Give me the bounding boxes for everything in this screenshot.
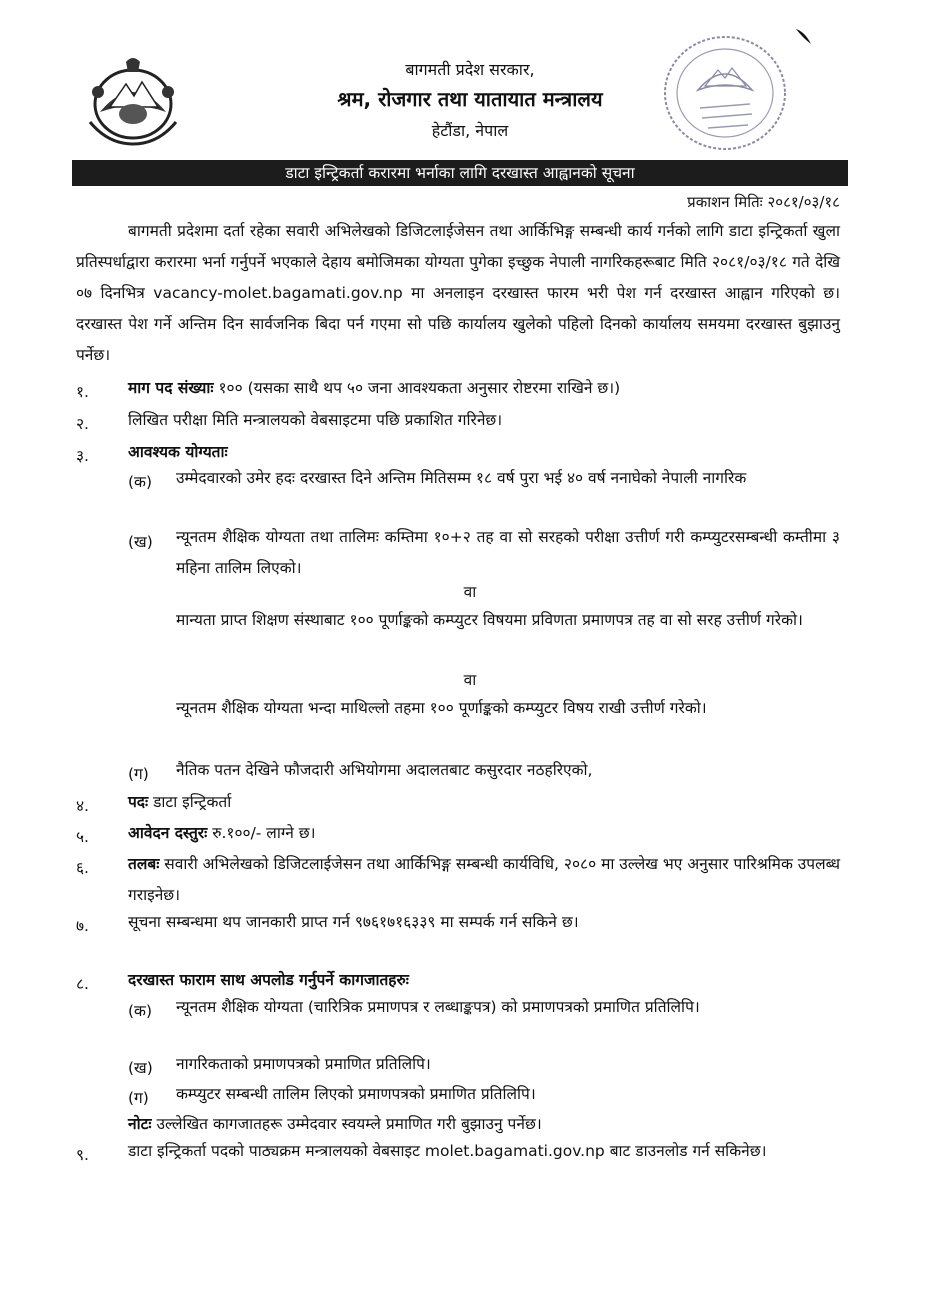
qualification-education-alt2: न्यूनतम शैक्षिक योग्यता भन्दा माथिल्लो तहमा १०० पूर्णाङ्कको कम्प्युटर विषय राखी उत्तीर्ण गरेको। xyxy=(176,699,707,717)
item-position xyxy=(128,787,840,818)
item-number: ९. xyxy=(76,1146,89,1164)
publication-date: प्रकाशन मितिः २०८१/०३/१८ xyxy=(687,193,840,211)
header-ministry: श्रम, रोजगार तथा यातायात मन्त्रालय xyxy=(337,87,603,111)
note-label: नोटः xyxy=(128,1115,152,1133)
item-documents-label: दरखास्त फाराम साथ अपलोड गर्नुपर्ने कागजातहरुः xyxy=(128,971,409,989)
sub-label: (क) xyxy=(128,473,152,491)
document-training-certificate: कम्प्युटर सम्बन्धी तालिम लिएको प्रमाणपत्रको प्रमाणित प्रतिलिपि। xyxy=(176,1085,536,1103)
item-number: ८. xyxy=(76,975,89,993)
sub-label: (ग) xyxy=(128,1089,149,1107)
item-label: पदः xyxy=(128,793,149,811)
item-label: तलबः xyxy=(128,855,160,873)
item-syllabus: डाटा इन्ट्रिकर्ता पदको पाठ्यक्रम मन्त्रालयको वेबसाइट molet.bagamati.gov.np बाट डाउनलोड गर्न सकिनेछ। xyxy=(128,1142,767,1160)
note-text: उल्लेखित कागजातहरू उम्मेदवार स्वयम्ले प्रमाणित गरी बुझाउनु पर्नेछ। xyxy=(151,1115,542,1133)
sub-label: (क) xyxy=(128,1002,152,1020)
or-separator: वा xyxy=(463,671,477,689)
item-number: ६. xyxy=(76,859,89,877)
sub-label: (ग) xyxy=(128,765,149,783)
item-number: ७. xyxy=(76,917,89,935)
sub-label: (ख) xyxy=(128,533,153,551)
qualification-education: न्यूनतम शैक्षिक योग्यता तथा तालिमः कम्तिमा १०+२ तह वा सो सरहको परीक्षा उत्तीर्ण गरी कम्प्युटरसम्बन्धी कम्तीमा ३ महिना तालिम लिएको। xyxy=(176,528,840,577)
item-number: १. xyxy=(76,383,89,401)
item-text: सवारी अभिलेखको डिजिटलाईजेसन तथा आर्किभिङ्ग सम्बन्धी कार्यविधि, २०८० मा उल्लेख भए अनुसार पारिश्रमिक उपलब्ध गराइनेछ। xyxy=(128,855,840,904)
office-stamp-icon xyxy=(650,28,800,158)
item-number: ५. xyxy=(76,828,89,846)
or-separator: वा xyxy=(463,583,477,601)
sub-label: (ख) xyxy=(128,1059,153,1077)
qualification-education-alt1: मान्यता प्राप्त शिक्षण संस्थाबाट १०० पूर्णाङ्कको कम्प्युटर विषयमा प्रविणता प्रमाणपत्र तह वा सो सरह उत्तीर्ण गरेको। xyxy=(176,611,803,629)
item-exam-date: लिखित परीक्षा मिति मन्त्रालयको वेबसाइटमा पछि प्रकाशित गरिनेछ। xyxy=(128,411,503,429)
notice-title-banner: डाटा इन्ट्रिकर्ता करारमा भर्नाका लागि दरखास्त आह्वानको सूचना xyxy=(72,160,848,186)
document-education-certificate: न्यूनतम शैक्षिक योग्यता (चारित्रिक प्रमाणपत्र र लब्धाङ्कपत्र) को प्रमाणपत्रको प्रमाणित प्रतिलिपि। xyxy=(176,998,700,1016)
item-number: ४. xyxy=(76,797,89,815)
header-location: हेटौंडा, नेपाल xyxy=(431,121,509,140)
qualification-age: उम्मेदवारको उमेर हदः दरखास्त दिने अन्तिम मितिसम्म १८ वर्ष पुरा भई ४० वर्ष ननाघेको नेपाली नागरिक xyxy=(176,469,747,487)
item-text: १०० (यसका साथै थप ५० जना आवश्यकता अनुसार रोष्टरमा राखिने छ।) xyxy=(213,379,621,397)
item-number: ३. xyxy=(76,447,89,465)
item-qualification-label: आवश्यक योग्यताः xyxy=(128,443,228,461)
intro-paragraph: बागमती प्रदेशमा दर्ता रहेका सवारी अभिलेखको डिजिटलाईजेसन तथा आर्किभिङ्ग सम्बन्धी कार्य गर्नको लागि डाटा इन्ट्रिकर्ता खुला प्रतिस्पर्धाद्वारा करारमा भर्ना गर्नुपर्ने भएकाले देहाय बमोजिमका योग्यता पुगेका इच्छुक नेपाली नागरिकहरूबाट मिति २०८१/०३/१८ गते देखि ०७ दिनभित्र vacancy-molet.bagamati.gov.np मा अनलाइन दरखास्त फारम भरी पेश गर्न दरखास्त आह्वान गरिएको छ। दरखास्त पेश गर्ने अन्तिम दिन सार्वजनिक बिदा पर्न गएमा सो पछि कार्यालय खुलेको पहिलो दिनको कार्यालय समयमा दरखास्त बुझाउनु पर्नेछ। xyxy=(76,222,840,364)
item-salary xyxy=(128,849,840,911)
qualification-criminal-record: नैतिक पतन देखिने फौजदारी अभियोगमा अदालतबाट कसुरदार नठहरिएको, xyxy=(176,761,593,779)
pen-mark-icon xyxy=(793,26,815,48)
item-text: रु.१००/- लाग्ने छ। xyxy=(207,824,316,842)
item-label: आवेदन दस्तुरः xyxy=(128,824,208,842)
item-posts xyxy=(128,373,840,404)
item-fee xyxy=(128,818,840,849)
item-label: माग पद संख्याः xyxy=(128,379,214,397)
item-number: २. xyxy=(76,415,89,433)
document-citizenship: नागरिकताको प्रमाणपत्रको प्रमाणित प्रतिलिपि। xyxy=(176,1055,431,1073)
header-government: बागमती प्रदेश सरकार, xyxy=(405,60,535,79)
item-text: डाटा इन्ट्रिकर्ता xyxy=(148,793,232,811)
item-contact: सूचना सम्बन्धमा थप जानकारी प्राप्त गर्न ९७६१७१६३३९ मा सम्पर्क गर्न सकिने छ। xyxy=(128,913,579,931)
